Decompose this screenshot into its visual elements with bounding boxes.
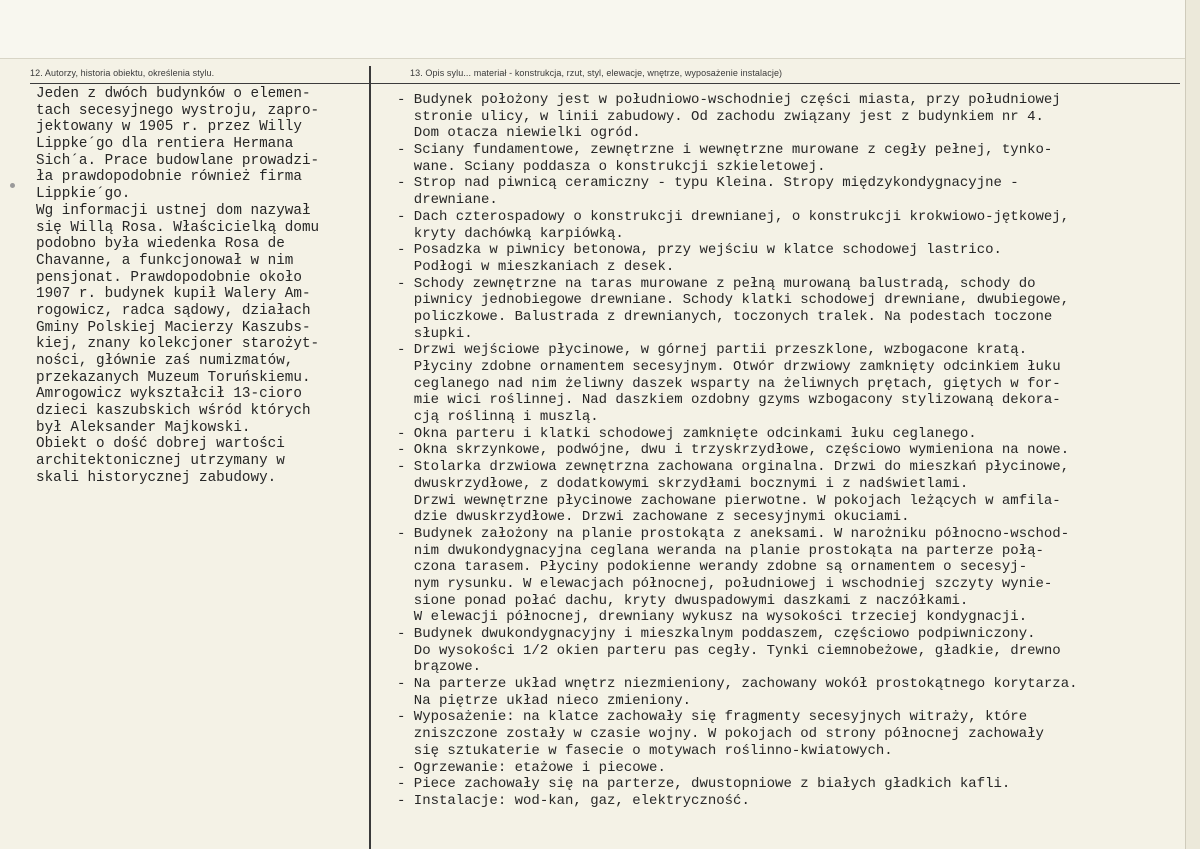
description-text-line: wane. Sciany poddasza o konstrukcji szkieletowej. xyxy=(397,158,826,175)
description-text-line: Na piętrze układ nieco zmieniony. xyxy=(397,692,692,709)
description-text-line: - Posadzka w piwnicy betonowa, przy wejściu w klatce schodowej lastrico. xyxy=(397,242,1002,259)
history-text-line: Lippkie´go. xyxy=(36,186,131,203)
description-text-line: - Sciany fundamentowe, zewnętrzne i wewnętrzne murowane z cegły pełnej, tynko- xyxy=(397,142,1053,159)
description-text-line: - Strop nad piwnicą ceramiczny - typu Kleina. Stropy międzykondygnacyjne - xyxy=(397,175,1019,192)
history-text-line: rogowicz, radca sądowy, działach xyxy=(36,302,311,319)
description-text-line: Dom otacza niewielki ogród. xyxy=(397,125,641,142)
column-divider xyxy=(369,66,371,849)
history-text-line: Jeden z dwóch budynków o elemen- xyxy=(36,86,311,102)
history-text-line: Obiekt o dość dobrej wartości xyxy=(36,436,285,453)
description-text-line: słupki. xyxy=(397,325,473,342)
description-text-line: - Ogrzewanie: etażowe i piecowe. xyxy=(397,759,666,776)
history-text-line: ności, głównie zaś numizmatów, xyxy=(36,353,294,369)
description-text-column xyxy=(397,92,1078,810)
description-text-line: - Dach czterospadowy o konstrukcji drewnianej, o konstrukcji krokwiowo-jętkowej, xyxy=(397,208,1070,225)
history-text-line: podobno była wiedenka Rosa de xyxy=(36,236,285,253)
description-text-line: kryty dachówką karpiówką. xyxy=(397,225,624,242)
history-text-line: tach secesyjnego wystroju, zapro- xyxy=(36,102,320,119)
description-text-line: czona tarasem. Płyciny podokienne werandy zdobne są ornamentem o secesyj- xyxy=(397,559,1028,576)
history-text-line: się Willą Rosa. Właścicielką domu xyxy=(36,219,320,236)
history-text-line: pensjonat. Prawdopodobnie około xyxy=(36,269,302,286)
description-text-line: W elewacji północnej, drewniany wykusz na wysokości trzeciej kondygnacji. xyxy=(397,609,1028,626)
description-text-line: piwnicy jednobiegowe drewniane. Schody klatki schodowej drewniane, dwubiegowe, xyxy=(397,292,1070,309)
description-text-line: nym rysunku. W elewacjach północnej, południowej i wschodniej szczyty wynie- xyxy=(397,575,1053,592)
description-text-line: Płyciny zdobne ornamentem secesyjnym. Otwór drzwiowy zamknięty odcinkiem łuku xyxy=(397,359,1061,375)
description-text-line: brązowe. xyxy=(397,659,482,676)
history-text-line: kiej, znany kolekcjoner starożyt- xyxy=(36,336,320,353)
description-text-line: sione ponad połać dachu, kryty dwuspadowymi daszkami z naczółkami. xyxy=(397,592,969,609)
history-text-line: Wg informacji ustnej dom nazywał xyxy=(36,202,311,219)
history-text-line: Chavanne, a funkcjonował w nim xyxy=(36,252,294,269)
history-text-column xyxy=(36,86,319,487)
description-text-line: drewniane. xyxy=(397,192,498,209)
description-text-line: ceglanego nad nim żeliwny daszek wsparty na żeliwnych prętach, giętych w for- xyxy=(397,375,1061,392)
history-text-line: jektowany w 1905 r. przez Willy xyxy=(36,119,302,136)
history-text-line: był Aleksander Majkowski. xyxy=(36,419,251,436)
description-text-line: - Piece zachowały się na parterze, dwustopniowe z białych gładkich kafli. xyxy=(397,776,1011,793)
header-rule xyxy=(30,83,1180,84)
history-text-line: Gminy Polskiej Macierzy Kaszubs- xyxy=(36,319,311,336)
history-text-line: skali historycznej zabudowy. xyxy=(36,469,277,486)
description-text-line: - Okna skrzynkowe, podwójne, dwu i trzyskrzydłowe, częściowo wymieniona na nowe. xyxy=(397,442,1070,459)
description-text-line: zniszczone zostały w czasie wojny. W pokojach od strony północnej zachowały xyxy=(397,726,1044,743)
history-text-line: ła prawdopodobnie również firma xyxy=(36,169,302,186)
description-text-line: dzie dwuskrzydłowe. Drzwi zachowane z secesyjnymi okuciami. xyxy=(397,509,910,526)
description-text-line: - Na parterze układ wnętrz niezmieniony, zachowany wokół prostokątnego korytarza. xyxy=(397,676,1078,693)
description-text-line: - Drzwi wejściowe płycinowe, w górnej partii przeszklone, wzbogacone kratą. xyxy=(397,342,1028,359)
description-text-line: - Okna parteru i klatki schodowej zamknięte odcinkami łuku ceglanego. xyxy=(397,425,977,442)
top-margin-strip xyxy=(0,0,1200,59)
history-text-line: przekazanych Muzeum Toruńskiemu. xyxy=(36,369,311,386)
history-text-line: architektonicznej utrzymany w xyxy=(36,453,285,470)
history-text-line: Sich´a. Prace budowlane prowadzi- xyxy=(36,152,320,169)
description-text-line: Do wysokości 1/2 okien parteru pas cegły. Tynki ciemnobeżowe, gładkie, drewno xyxy=(397,642,1061,659)
history-text-line: Amrogowicz wykształcił 13-cioro xyxy=(36,386,302,403)
description-text-line: - Budynek założony na planie prostokąta z aneksami. W narożniku północno-wschod- xyxy=(397,525,1070,542)
description-text-line: Drzwi wewnętrzne płycinowe zachowane pierwotne. W pokojach leżących w amfila- xyxy=(397,492,1061,509)
description-text-line: - Budynek położony jest w południowo-wschodniej części miasta, przy południowej xyxy=(397,92,1061,108)
description-text-line: policzkowe. Balustrada z drewnianych, toczonych tralek. Na podestach toczone xyxy=(397,308,1053,325)
description-text-line: Podłogi w mieszkaniach z desek. xyxy=(397,258,675,275)
description-text-line: - Instalacje: wod-kan, gaz, elektryczność. xyxy=(397,792,750,809)
description-text-line: - Stolarka drzwiowa zewnętrzna zachowana orginalna. Drzwi do mieszkań płycinowe, xyxy=(397,459,1070,476)
description-text-line: mie wici roślinnej. Nad daszkiem ozdobny gzyms wzbogacony stylizowaną dekora- xyxy=(397,392,1061,409)
description-text-line: się sztukaterie w fasecie o motywach roślinno-kwiatowych. xyxy=(397,742,893,759)
description-text-line: stronie ulicy, w linii zabudowy. Od zachodu związany jest z budynkiem nr 4. xyxy=(397,108,1044,125)
description-text-line: dwuskrzydłowe, z dodatkowymi skrzydłami bocznymi i z nadświetlami. xyxy=(397,475,969,492)
description-text-line: nim dwukondygnacyjna ceglana weranda na planie prostokąta na parterze połą- xyxy=(397,542,1044,559)
right-column-header: 13. Opis sylu... materiał - konstrukcja, rzut, styl, elewacje, wnętrze, wyposażenie instalacje) xyxy=(410,68,783,78)
history-text-line: 1907 r. budynek kupił Walery Am- xyxy=(36,286,311,303)
history-text-line: dzieci kaszubskich wśród których xyxy=(36,403,311,420)
punch-mark xyxy=(10,183,15,188)
left-column-header: 12. Autorzy, historia obiektu, określenia stylu. xyxy=(30,68,215,78)
description-text-line: - Wyposażenie: na klatce zachowały się fragmenty secesyjnych witraży, które xyxy=(397,709,1028,726)
history-text-line: Lippke´go dla rentiera Hermana xyxy=(36,136,294,153)
page-edge xyxy=(1185,0,1200,849)
description-text-line: cją roślinną i muszlą. xyxy=(397,409,599,426)
description-text-line: - Budynek dwukondygnacyjny i mieszkalnym poddaszem, częściowo podpiwniczony. xyxy=(397,626,1036,642)
description-text-line: - Schody zewnętrzne na taras murowane z pełną murowaną balustradą, schody do xyxy=(397,275,1036,292)
